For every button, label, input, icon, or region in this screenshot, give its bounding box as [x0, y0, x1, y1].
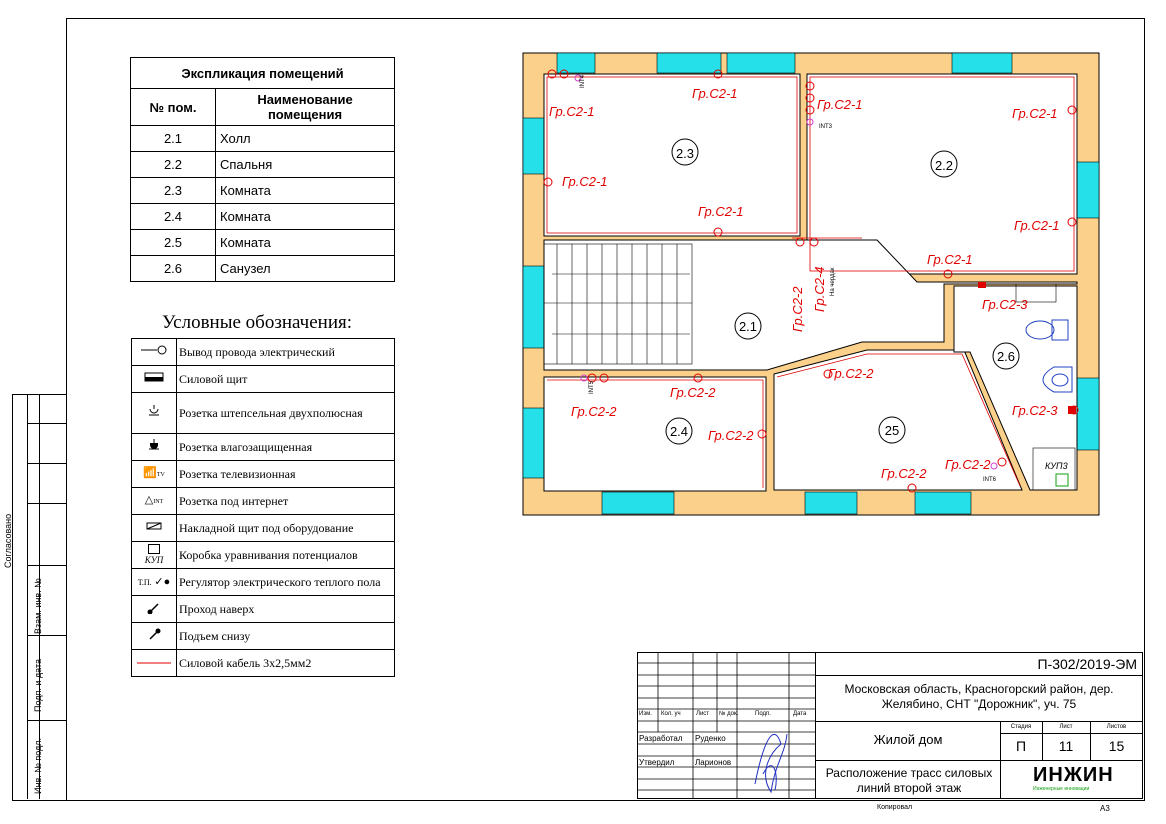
room-num: 2.3 — [131, 178, 216, 204]
sheets-value: 15 — [1108, 738, 1125, 754]
format-label: А3 — [1100, 804, 1110, 813]
table-row — [131, 230, 395, 256]
power-cable-icon — [132, 650, 177, 677]
room-label-2-5: 25 — [884, 423, 900, 438]
developed-label: Разработал — [639, 734, 683, 743]
room-num: 2.1 — [131, 126, 216, 152]
rise-from-below-icon — [132, 623, 177, 650]
group-label: Гр.С2-2 — [571, 404, 617, 419]
room-name: Холл — [216, 126, 395, 152]
power-panel-icon — [132, 366, 177, 393]
group-label-vertical: Гр.С2-4 — [812, 266, 827, 312]
kup-label: КУП3 — [1045, 461, 1068, 471]
approved-label: Утвердил — [639, 758, 675, 767]
explication-table — [130, 57, 395, 282]
legend-label: Регулятор электрического теплого пола — [177, 569, 395, 596]
room-label-2-4: 2.4 — [669, 424, 689, 439]
room-name: Санузел — [216, 256, 395, 282]
floor-plan — [522, 52, 1100, 516]
int-label: INT6 — [983, 477, 997, 483]
group-label: Гр.С2-1 — [927, 252, 973, 267]
legend-label: Вывод провода электрический — [177, 339, 395, 366]
group-label: Гр.С2-2 — [708, 428, 754, 443]
group-label: Гр.С2-1 — [698, 204, 744, 219]
room-label-2-1: 2.1 — [738, 319, 758, 334]
sheets-label: Листов — [1090, 721, 1143, 734]
table-row — [131, 256, 395, 282]
legend-label: Розетка штепсельная двухполюсная — [177, 393, 395, 434]
group-label: Гр.С2-1 — [1014, 218, 1060, 233]
group-label: Гр.С2-1 — [692, 86, 738, 101]
group-label: Гр.С2-2 — [881, 466, 927, 481]
legend-row — [132, 461, 395, 488]
legend-row — [132, 596, 395, 623]
waterproof-socket-icon — [132, 434, 177, 461]
stamp-header-izm: Изм. — [639, 711, 652, 717]
legend-label: Розетка влагозащищенная — [177, 434, 395, 461]
side-stamp — [3, 394, 67, 801]
group-label: Гр.С2-3 — [982, 297, 1028, 312]
side-podp-data: Подп. и дата — [33, 658, 43, 712]
legend-row — [132, 434, 395, 461]
legend-label: Накладной щит под оборудование — [177, 515, 395, 542]
legend-row — [132, 339, 395, 366]
floor-heating-regulator-icon: Т.П. ✓● — [132, 569, 177, 596]
side-soglasovano: Согласовано — [3, 513, 13, 568]
room-name: Спальня — [216, 152, 395, 178]
table-row — [131, 152, 395, 178]
stamp-header-data: Дата — [793, 711, 807, 717]
legend-row — [132, 366, 395, 393]
developed-name: Руденко — [695, 734, 726, 743]
group-label: Гр.С2-1 — [562, 174, 608, 189]
legend-row — [132, 650, 395, 677]
room-name: Комната — [216, 178, 395, 204]
group-label: Гр.С2-2 — [945, 457, 991, 472]
attic-label: На чердак — [830, 267, 836, 296]
explication-col-name: Наименование помещения — [216, 89, 395, 126]
room-name: Комната — [216, 204, 395, 230]
room-label-2-3: 2.3 — [675, 146, 695, 161]
tp-glyph: Т.П. — [137, 577, 152, 587]
room-label-2-6: 2.6 — [996, 349, 1016, 364]
legend-label: Розетка под интернет — [177, 488, 395, 515]
signature — [745, 714, 791, 796]
legend-label: Розетка телевизионная — [177, 461, 395, 488]
project-address: Московская область, Красногорский район, дер. Желябино, СНТ "Дорожник", уч. 75 — [844, 682, 1114, 711]
sheet-label: Лист — [1042, 721, 1091, 734]
tv-socket-icon: 📶TV — [132, 461, 177, 488]
tv-glyph: TV — [156, 471, 165, 478]
int-label: INT4 — [580, 74, 586, 88]
stamp-header-ndok: № док. — [719, 711, 739, 717]
room-name: Комната — [216, 230, 395, 256]
legend-label: Проход наверх — [177, 596, 395, 623]
table-row — [131, 204, 395, 230]
stamp-header-kol: Кол. уч — [661, 711, 681, 717]
company-subtitle: Инженерные инновации — [1033, 786, 1090, 792]
legend-row — [132, 569, 395, 596]
legend-row — [132, 393, 395, 434]
group-label: Гр.С2-3 — [1012, 403, 1058, 418]
copied-label: Копировал — [877, 804, 913, 811]
legend-label: Подъем снизу — [177, 623, 395, 650]
group-label: Гр.С2-1 — [549, 104, 595, 119]
stamp-header-podp: Подп. — [755, 711, 771, 717]
object-name: Жилой дом — [873, 732, 943, 747]
legend-label: Коробка уравнивания потенциалов — [177, 542, 395, 569]
group-label: Гр.С2-1 — [1012, 106, 1058, 121]
legend-row — [132, 623, 395, 650]
side-vzam-inv: Взам. инв. № — [33, 578, 43, 634]
table-row — [131, 178, 395, 204]
kup-box-icon — [132, 542, 177, 569]
legend-title: Условные обозначения: — [162, 312, 353, 333]
int-label: INT3 — [819, 124, 833, 130]
surface-panel-icon — [132, 515, 177, 542]
room-num: 2.5 — [131, 230, 216, 256]
legend-label: Силовой щит — [177, 366, 395, 393]
group-label: Гр.С2-2 — [828, 366, 874, 381]
legend-table — [131, 338, 395, 677]
title-block — [637, 652, 1143, 799]
stamp-header-list: Лист — [696, 711, 710, 717]
int-label: INT5 — [589, 380, 595, 394]
explication-title: Экспликация помещений — [131, 58, 395, 89]
internet-socket-icon: △INT — [132, 488, 177, 515]
int-glyph: INT — [153, 498, 164, 505]
group-label-vertical: Гр.С2-2 — [790, 286, 805, 332]
legend-row — [132, 488, 395, 515]
wire-outlet-icon — [132, 339, 177, 366]
group-label: Гр.С2-2 — [670, 385, 716, 400]
table-row — [131, 126, 395, 152]
side-inv-podl: Инв. № подл. — [33, 737, 43, 794]
group-label: Гр.С2-1 — [817, 97, 863, 112]
company-logo: ИНЖИН — [1033, 764, 1114, 786]
pass-up-icon — [132, 596, 177, 623]
project-code: П-302/2019-ЭМ — [1037, 656, 1137, 672]
room-num: 2.2 — [131, 152, 216, 178]
approved-name: Ларионов — [695, 758, 732, 767]
stage-label: Стадия — [1000, 721, 1043, 734]
room-num: 2.6 — [131, 256, 216, 282]
sheet-title: Расположение трасс силовых линий второй этаж — [825, 766, 993, 795]
legend-label: Силовой кабель 3х2,5мм2 — [177, 650, 395, 677]
stage-value: П — [1000, 733, 1043, 760]
room-label-2-2: 2.2 — [934, 158, 954, 173]
explication-col-num: № пом. — [131, 89, 216, 126]
socket-icon — [132, 393, 177, 434]
sheet-value: 11 — [1042, 733, 1091, 760]
stage-box — [1000, 721, 1143, 761]
legend-row — [132, 515, 395, 542]
room-num: 2.4 — [131, 204, 216, 230]
kup-glyph: КУП — [144, 554, 164, 565]
legend-row — [132, 542, 395, 569]
